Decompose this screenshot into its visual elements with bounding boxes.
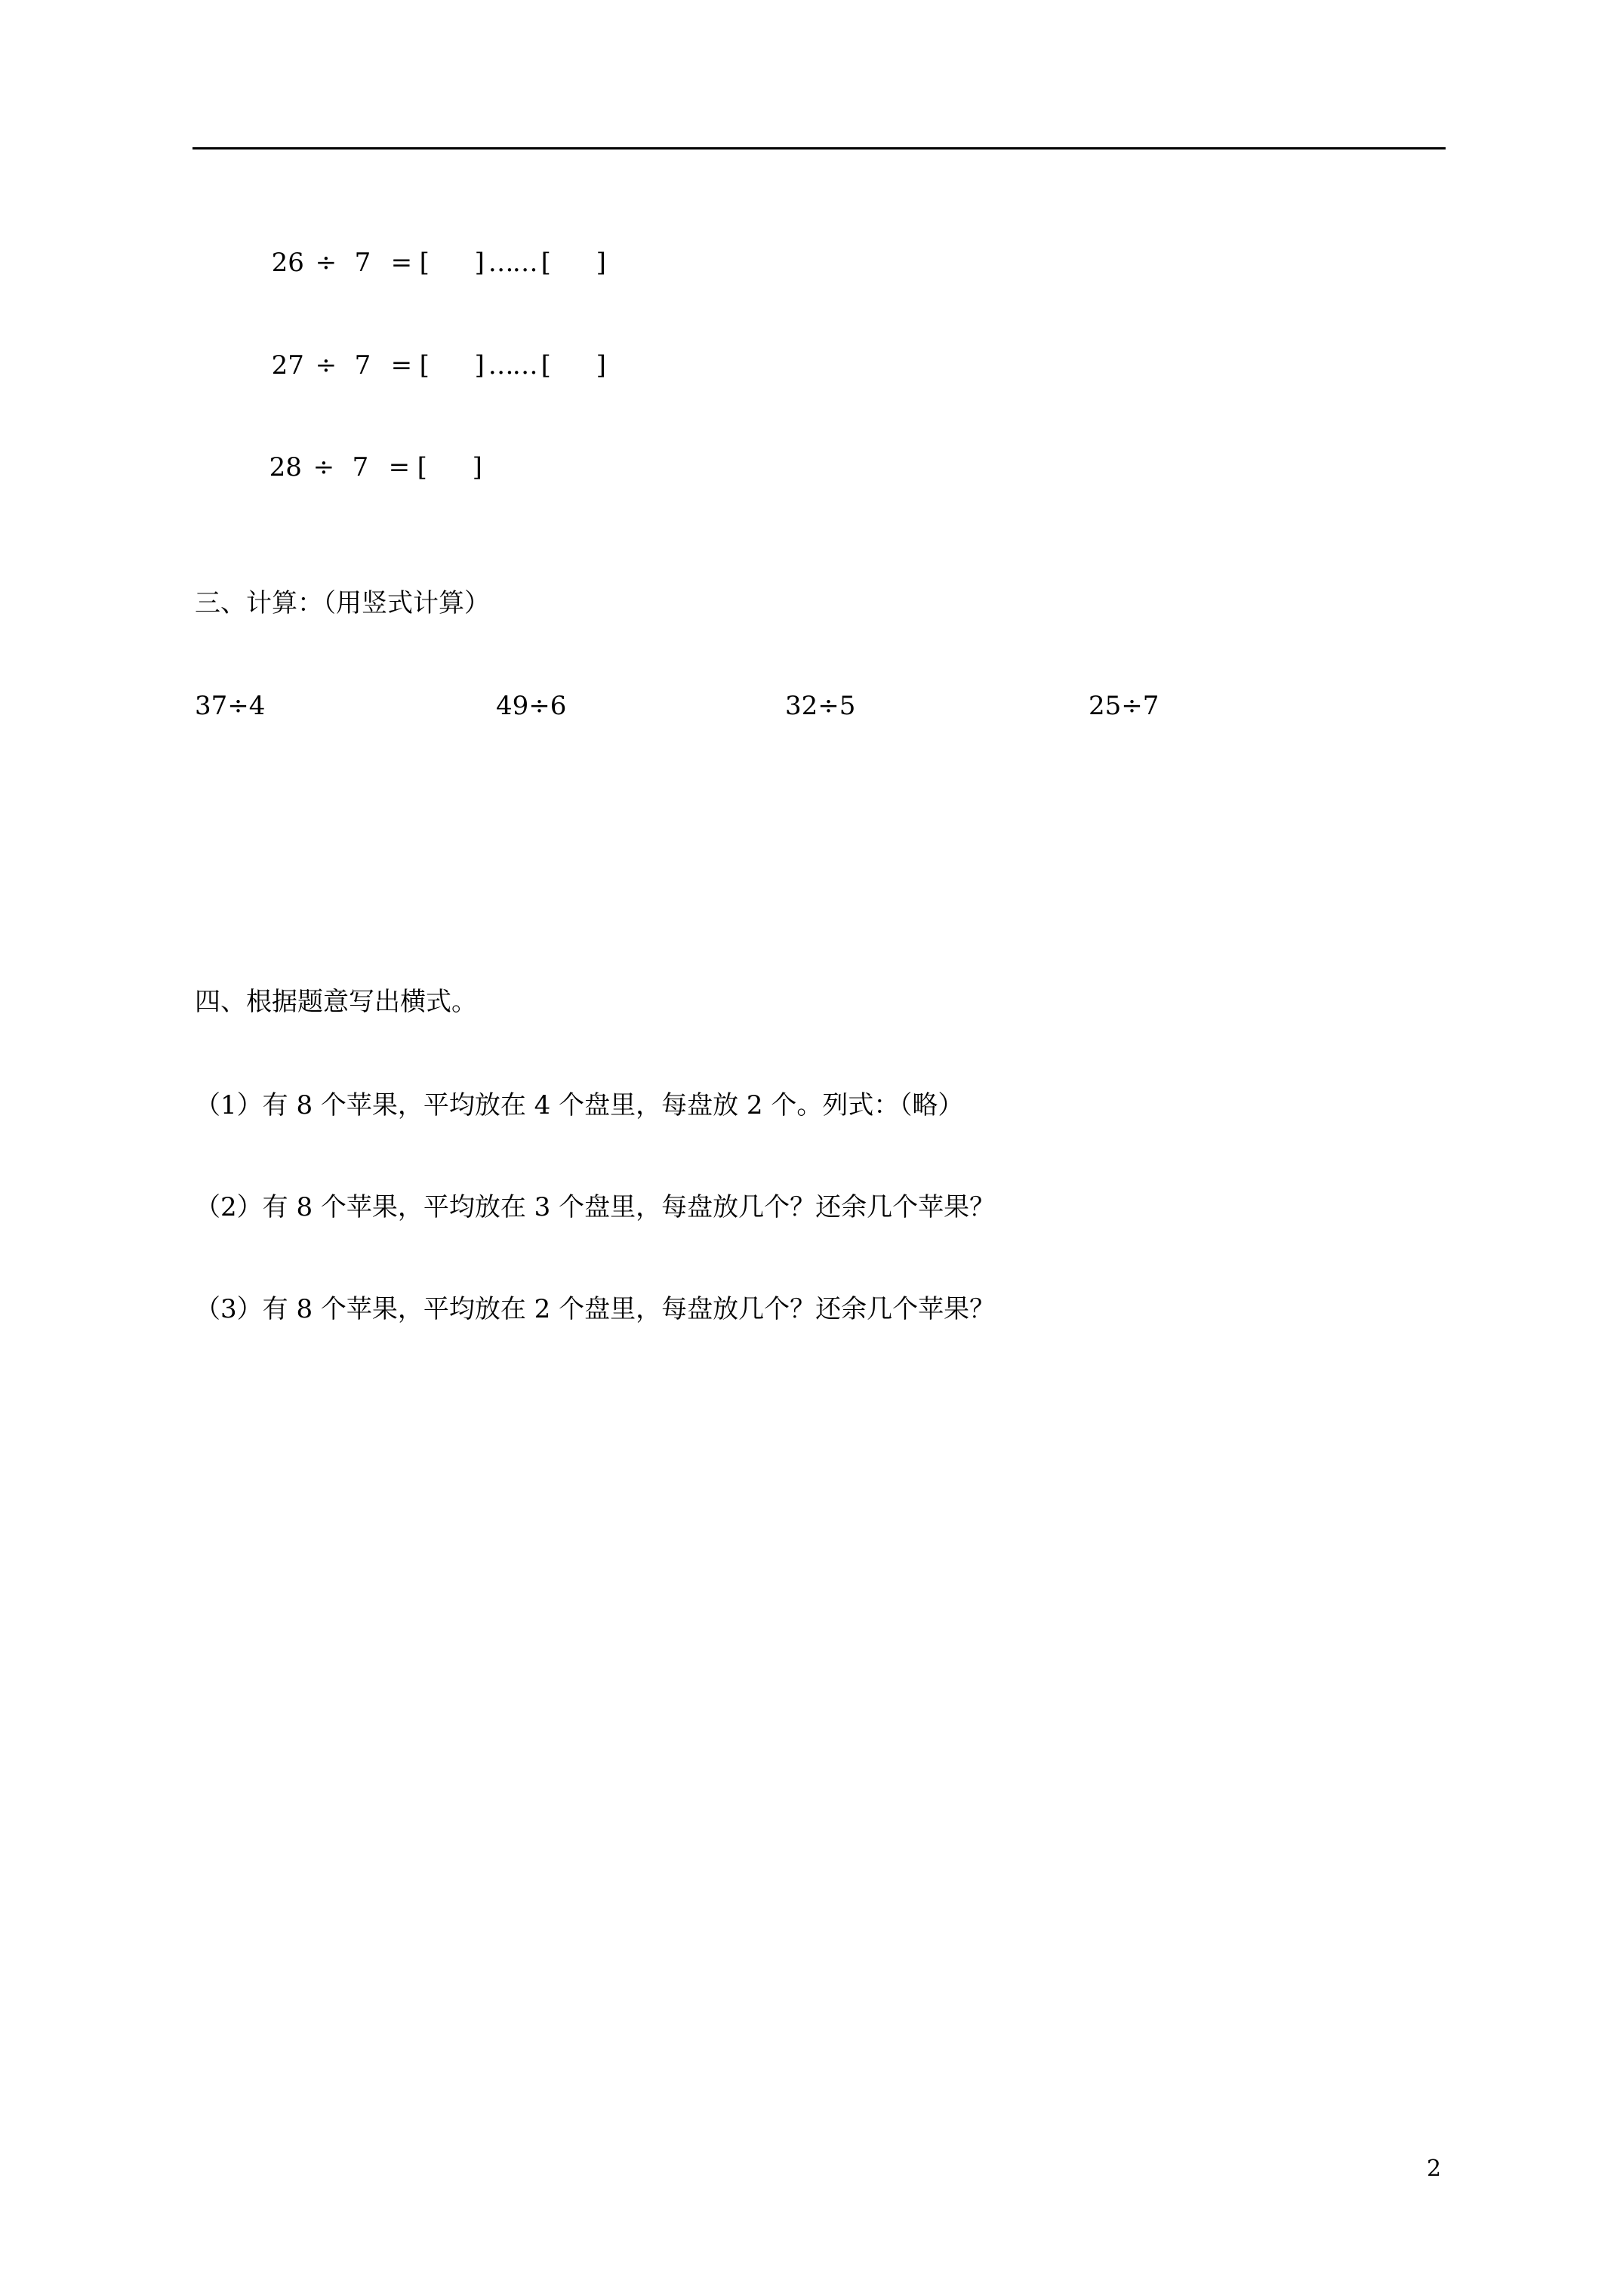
remainder-bracket-open: [ xyxy=(540,248,551,278)
division-item-2 xyxy=(255,316,610,382)
remainder-dots: …… xyxy=(488,350,537,381)
quotient-bracket-open: [ xyxy=(419,350,430,381)
dividend: 26 xyxy=(271,248,304,278)
calc-problem-3: 32÷5 xyxy=(785,691,856,721)
equals-sign: = xyxy=(388,452,411,482)
quotient-bracket-open: [ xyxy=(417,452,427,482)
quotient-bracket-open: [ xyxy=(419,248,430,278)
section-4-heading: 四、根据题意写出横式。 xyxy=(195,987,477,1017)
header-rule xyxy=(192,147,1446,149)
section-3-heading: 三、计算：（用竖式计算） xyxy=(195,588,490,618)
quotient-bracket-close: ] xyxy=(474,248,485,278)
divide-sign: ÷ xyxy=(315,350,337,381)
divide-sign: ÷ xyxy=(315,248,337,278)
divisor: 7 xyxy=(354,248,371,278)
calc-problem-2: 49÷6 xyxy=(496,691,567,721)
question-3: （3）有 8 个苹果，平均放在 2 个盘里，每盘放几个？还余几个苹果？ xyxy=(195,1294,996,1324)
question-1: （1）有 8 个苹果，平均放在 4 个盘里，每盘放 2 个。列式：（略） xyxy=(195,1090,964,1120)
remainder-bracket-open: [ xyxy=(540,350,551,381)
divisor: 7 xyxy=(354,350,371,381)
dividend: 28 xyxy=(269,452,302,482)
page-number: 2 xyxy=(1427,2156,1442,2182)
calc-problem-1: 37÷4 xyxy=(195,691,266,721)
remainder-bracket-close: ] xyxy=(596,248,606,278)
calc-problem-4: 25÷7 xyxy=(1089,691,1160,721)
equals-sign: = xyxy=(390,350,413,381)
divide-sign: ÷ xyxy=(313,452,335,482)
equals-sign: = xyxy=(390,248,413,278)
divisor: 7 xyxy=(352,452,369,482)
remainder-bracket-close: ] xyxy=(596,350,606,381)
question-2: （2）有 8 个苹果，平均放在 3 个盘里，每盘放几个？还余几个苹果？ xyxy=(195,1192,996,1222)
remainder-dots: …… xyxy=(488,248,537,278)
quotient-bracket-close: ] xyxy=(474,350,485,381)
quotient-bracket-close: ] xyxy=(472,452,482,482)
dividend: 27 xyxy=(271,350,304,381)
division-item-1 xyxy=(255,213,610,279)
division-item-3 xyxy=(253,418,486,484)
